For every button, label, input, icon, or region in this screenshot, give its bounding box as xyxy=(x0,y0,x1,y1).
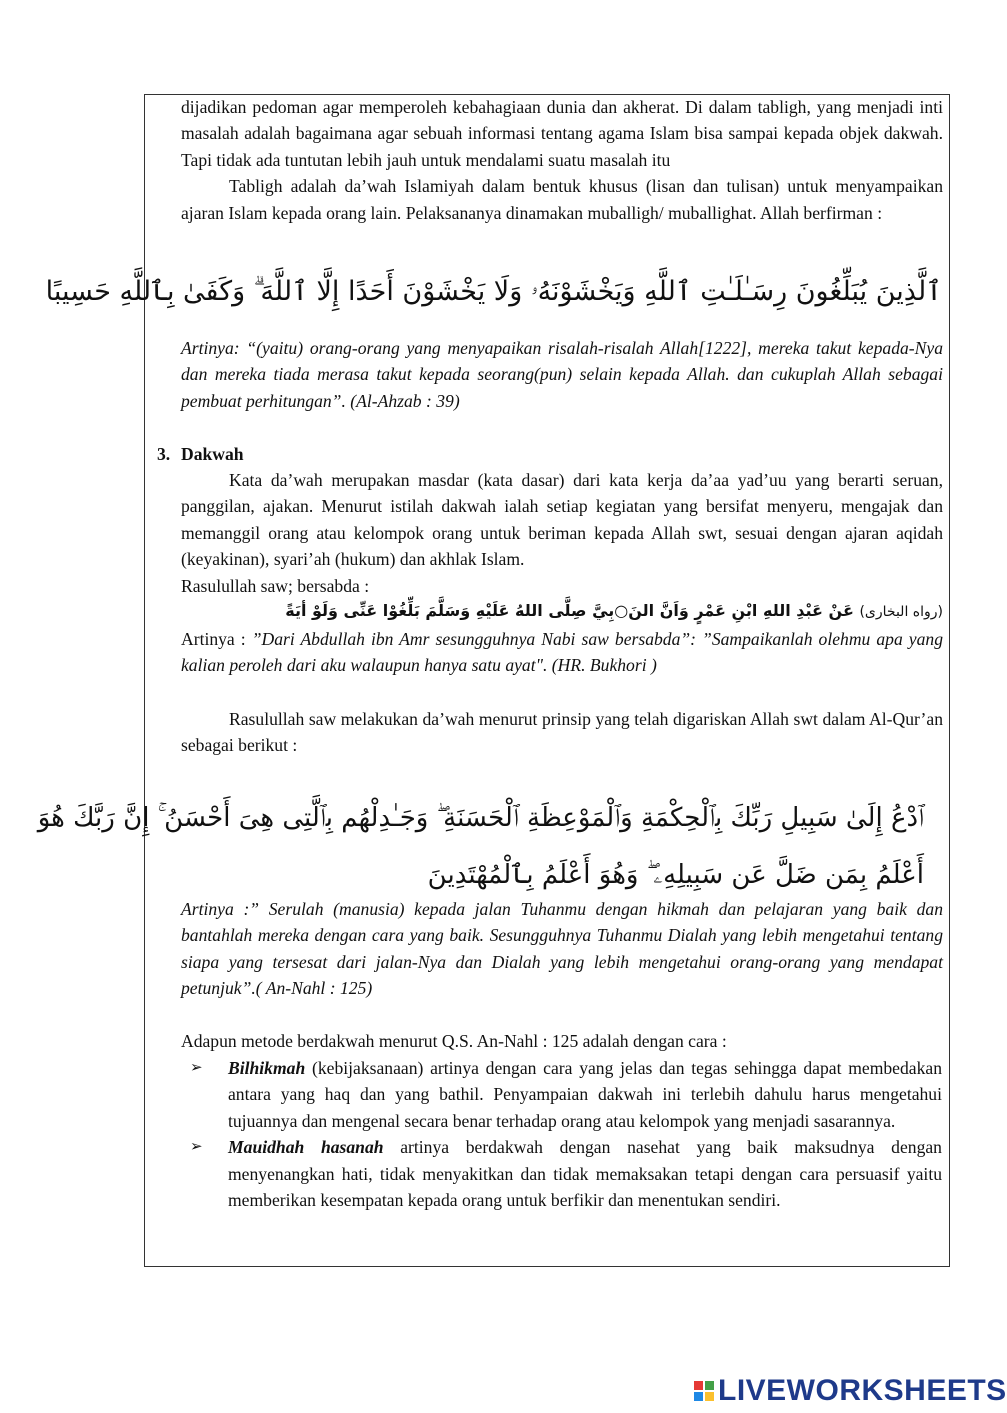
metode-intro-text: Adapun metode berdakwah menurut Q.S. An-Nahl : 125 adalah dengan cara : xyxy=(181,1031,727,1051)
sabda-intro: Rasulullah saw; bersabda : xyxy=(181,575,370,596)
logo-squares-icon xyxy=(694,1381,714,1401)
dakwah-principle-text: Rasulullah saw melakukan da’wah menurut prinsip yang telah digariskan Allah swt dalam Al-Qur’an sebagai berikut : xyxy=(181,709,943,756)
metode-intro xyxy=(181,1028,943,1054)
arrow-bullet-icon: ➢ xyxy=(190,1139,203,1156)
translation-al-ahzab xyxy=(181,335,943,414)
logo-square xyxy=(694,1381,703,1390)
list-item xyxy=(190,1055,942,1134)
quran-verse-al-ahzab: ٱلَّذِينَ يُبَلِّغُونَ رِسَـٰلَـٰتِ ٱللَّهِ وَيَخْشَوْنَهُۥ وَلَا يَخْشَوْنَ أَحَدًا إِلَّا ٱللَّهَ ۗ وَكَفَىٰ بِٱللَّهِ حَسِيبًا xyxy=(45,276,942,307)
hadith-translation-text: ”Dari Abdullah ibn Amr sesungguhnya Nabi saw bersabda”: ”Sampaikanlah olehmu apa yang kalian peroleh dari aku walaupun hanya satu ayat". (HR. Bukhori ) xyxy=(181,629,943,676)
quran-verse-an-nahl-line-2: أَعْلَمُ بِمَن ضَلَّ عَن سَبِيلِهِۦ ۖ وَهُوَ أَعْلَمُ بِٱلْمُهْتَدِينَ xyxy=(427,860,924,890)
arrow-bullet-icon: ➢ xyxy=(190,1060,203,1076)
logo-square xyxy=(705,1381,714,1390)
dakwah-principle xyxy=(181,706,943,759)
hadith-text xyxy=(181,598,943,625)
section-heading xyxy=(157,441,244,467)
artinya-label: Artinya : xyxy=(181,629,252,649)
method-term: Mauidhah hasanah xyxy=(228,1137,384,1158)
translation-al-ahzab-text: Artinya: “(yaitu) orang-orang yang menyapaikan risalah-risalah Allah[1222], mereka takut kepada-Nya dan mereka tiada merasa takut kepada seorang(pun) selain kepada Allah. dan cukuplah Allah sebagai pembuat perhitungan”. (Al-Ahzab : 39) xyxy=(181,338,943,411)
method-term: Bilhikmah xyxy=(228,1058,306,1078)
translation-an-nahl xyxy=(181,896,943,1002)
intro-section xyxy=(181,94,943,226)
method-description: artinya berdakwah dengan nasehat yang baik maksudnya dengan menyenangkan hati, tidak menyakitkan dan tidak memaksakan tetapi dengan cara persuasif yaitu memberikan kesempatan kepada orang untuk berfikir dan menentukan sendiri. xyxy=(228,1137,942,1211)
hadith-source: (رواه البخارى) xyxy=(859,604,943,620)
quran-verse-an-nahl-line-1: ٱدْعُ إِلَىٰ سَبِيلِ رَبِّكَ بِٱلْحِكْمَةِ وَٱلْمَوْعِظَةِ ٱلْحَسَنَةِ ۖ وَجَـٰدِلْهُم بِٱلَّتِى هِىَ أَحْسَنُ ۚ إِنَّ رَبَّكَ هُوَ xyxy=(37,803,924,833)
method-description: (kebijaksanaan) artinya dengan cara yang jelas dan tegas sehingga dapat membedakan antara yang haq dan yang bathil. Penyampaian dakwah ini terlebih dahulu harus mengetahui tujuannya dan mengenal secara benar terhadap orang atau kelompok yang menjadi sasarannya. xyxy=(228,1058,942,1131)
list-item xyxy=(190,1134,942,1213)
hadith-translation xyxy=(181,626,943,679)
dakwah-definition-text: Kata da’wah merupakan masdar (kata dasar) dari kata kerja da’aa yad’uu yang berarti seruan, panggilan, ajakan. Menurut istilah dakwah ialah setiap kegiatan yang bersifat menyeru, mengajak dan memanggil orang atau kelompok orang untuk beriman kepada Allah swt, sesuai dengan ajaran aqidah (keyakinan), syari’ah (hukum) dan akhlak Islam. xyxy=(181,470,943,570)
logo-text: LIVEWORKSHEETS xyxy=(718,1374,1007,1407)
dakwah-definition xyxy=(181,467,943,599)
section-title: Dakwah xyxy=(181,444,244,464)
intro-paragraph-1: dijadikan pedoman agar memperoleh kebahagiaan dunia dan akherat. Di dalam tabligh, yang menjadi inti masalah adalah bagaimana agar sebuah informasi tentang agama Islam bisa sampai kepada objek dakwah. Tapi tidak ada tuntutan lebih jauh untuk mendalami suatu masalah itu xyxy=(181,97,943,170)
liveworksheets-logo[interactable] xyxy=(694,1374,1007,1408)
section-number: 3. xyxy=(157,444,171,464)
translation-an-nahl-text: Artinya :” Serulah (manusia) kepada jalan Tuhanmu dengan hikmah dan pelajaran yang baik dan bantahlah mereka dengan cara yang baik. Sesungguhnya Tuhanmu Dialah yang lebih mengetahui tentang siapa yang tersesat dari jalan-Nya dan Dialah yang lebih mengetahui orang-orang yang mendapat petunjuk”.( An-Nahl : 125) xyxy=(181,899,943,999)
method-list xyxy=(190,1055,942,1213)
logo-square xyxy=(705,1392,714,1401)
hadith-arabic: عَنْ عَبْدِ اللهِ ابْنِ عَمْرٍ وَاَنَّ النَ○بِيَّ صِلَّى اللهُ عَلَيْهِ وَسَلَّمَ بَلِّغُوْا عَنِّى وَلَوْ أيَةً xyxy=(285,601,854,620)
intro-paragraph-tabligh: Tabligh adalah da’wah Islamiyah dalam bentuk khusus (lisan dan tulisan) untuk menyampaikan ajaran Islam kepada orang lain. Pelaksananya dinamakan muballigh/ muballighat. Allah berfirman : xyxy=(181,176,943,223)
logo-square xyxy=(694,1392,703,1401)
